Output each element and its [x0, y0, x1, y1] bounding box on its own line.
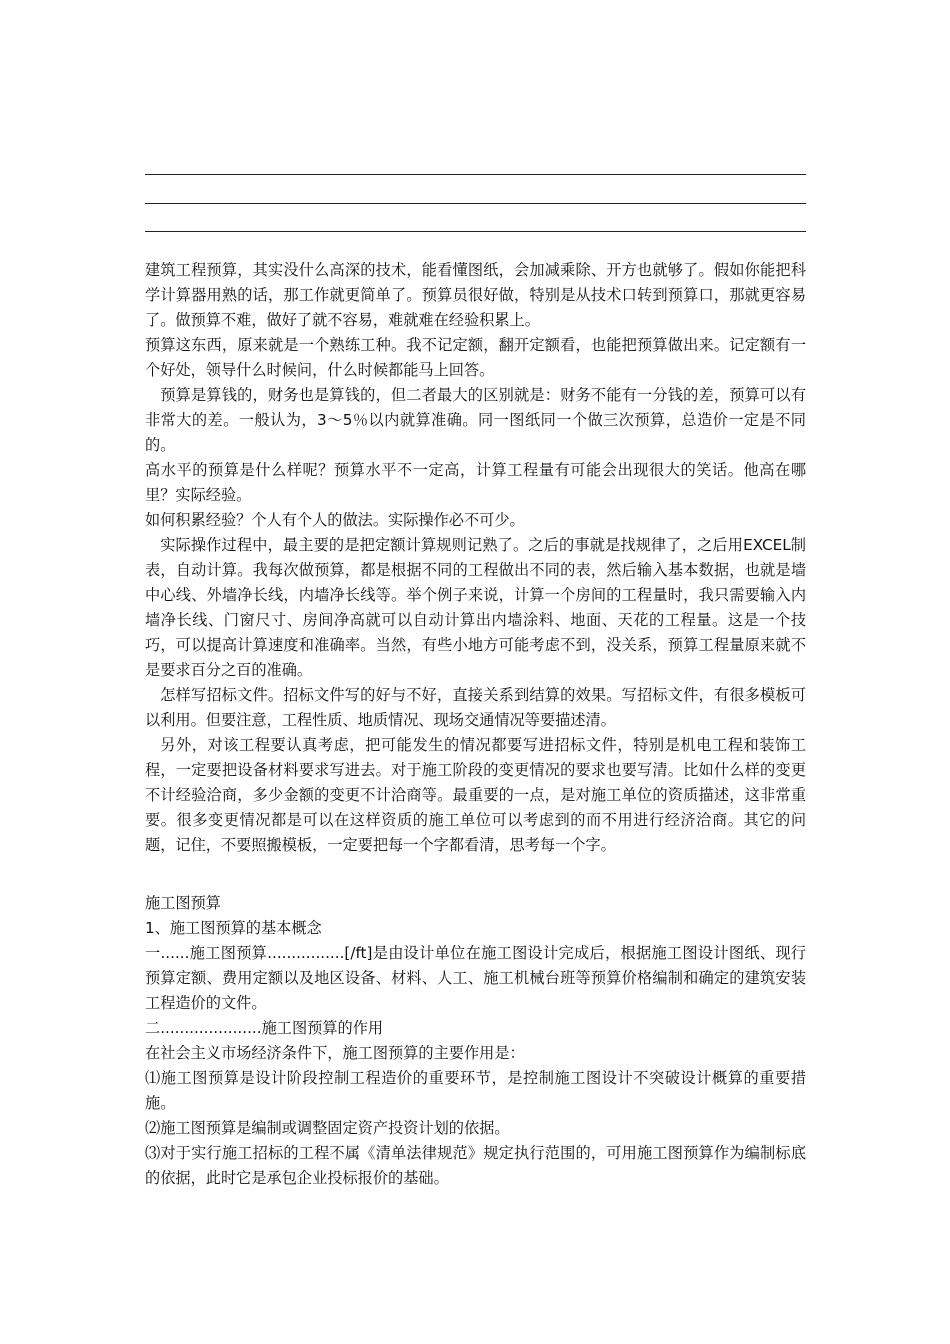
- section-item-role-heading: 二.....................施工图预算的作用: [145, 1019, 384, 1037]
- paragraph-additional: 另外，对该工程要认真考虑，把可能发生的情况都要写进招标文件，特别是机电工程和装饰工程，一定要把设备材料要求写进去。对于施工阶段的变更情况的要求也要写清。比如什么样的变更不计经验洽商，多少金额的变更不计洽商等。最重要的一点，是对施工单位的资质描述，这非常重要。很多变更情况都是可以在这样资质的施工单位可以考虑到的而不用进行经济洽商。其它的问题，记住，不要照搬模板，一定要把每一个字都看清，思考每一个字。: [145, 736, 806, 854]
- paragraph-experience: 如何积累经验？个人有个人的做法。实际操作必不可少。: [145, 511, 525, 529]
- paragraph-skilled-trade: 预算这东西，原来就是一个熟练工种。我不记定额，翻开定额看，也能把预算做出来。记定额有一个好处，领导什么时候问，什么时候都能马上回答。: [145, 336, 806, 379]
- paragraph-intro: 建筑工程预算，其实没什么高深的技术，能看懂图纸，会加减乘除、开方也就够了。假如你能把科学计算器用熟的话，那工作就更简单了。预算员很好做，特别是从技术口转到预算口，那就更容易了。做预算不难，做好了就不容易，难就难在经验积累上。: [145, 261, 806, 329]
- paragraph-tender-docs: 怎样写招标文件。招标文件写的好与不好，直接关系到结算的效果。写招标文件，有很多模板可以利用。但要注意，工程性质、地质情况、现场交通情况等要描述清。: [145, 686, 806, 729]
- paragraph-high-level: 高水平的预算是什么样呢？预算水平不一定高，计算工程量有可能会出现很大的笑话。他高在哪里？实际经验。: [145, 461, 806, 504]
- section-item-definition: 一......施工图预算................[/ft]是由设计单位在施工图设计完成后，根据施工图设计图纸、现行预算定额、费用定额以及地区设备、材料、人工、施工机械台班等预算价格编制和确定的建筑安装工程造价的文件。: [145, 944, 806, 1012]
- header-rule-3: [145, 231, 806, 232]
- paragraph-practice: 实际操作过程中，最主要的是把定额计算规则记熟了。之后的事就是找规律了，之后用EXCEL制表，自动计算。我每次做预算，都是根据不同的工程做出不同的表，然后输入基本数据，也就是墙中心线、外墙净长线，内墙净长线等。举个例子来说，计算一个房间的工程量时，我只需要输入内墙净长线、门窗尺寸、房间净高就可以自动计算出内墙涂料、地面、天花的工程量。这是一个技巧，可以提高计算速度和准确率。当然，有些小地方可能考虑不到，没关系，预算工程量原来就不是要求百分之百的准确。: [145, 536, 806, 679]
- section-gap: [145, 858, 806, 883]
- section-subtitle: 1、施工图预算的基本概念: [145, 919, 322, 937]
- section-title: 施工图预算: [145, 894, 221, 912]
- document-body: [145, 258, 806, 1191]
- header-rule-1: [145, 174, 806, 175]
- section-item-role-3: ⑶对于实行施工招标的工程不属《清单法律规范》规定执行范围的，可用施工图预算作为编制标底的依据，此时它是承包企业投标报价的基础。: [145, 1144, 806, 1187]
- header-rule-2: [145, 203, 806, 204]
- section-item-role-2: ⑵施工图预算是编制或调整固定资产投资计划的依据。: [145, 1119, 510, 1137]
- section-item-role-intro: 在社会主义市场经济条件下，施工图预算的主要作用是：: [145, 1044, 525, 1062]
- section-item-role-1: ⑴施工图预算是设计阶段控制工程造价的重要环节，是控制施工图设计不突破设计概算的重要措施。: [145, 1069, 806, 1112]
- section-construction-drawing-budget: [145, 891, 806, 1191]
- paragraph-budget-vs-finance: 预算是算钱的，财务也是算钱的，但二者最大的区别就是：财务不能有一分钱的差，预算可以有非常大的差。一般认为，3～5％以内就算准确。同一图纸同一个做三次预算，总造价一定是不同的。: [145, 386, 806, 454]
